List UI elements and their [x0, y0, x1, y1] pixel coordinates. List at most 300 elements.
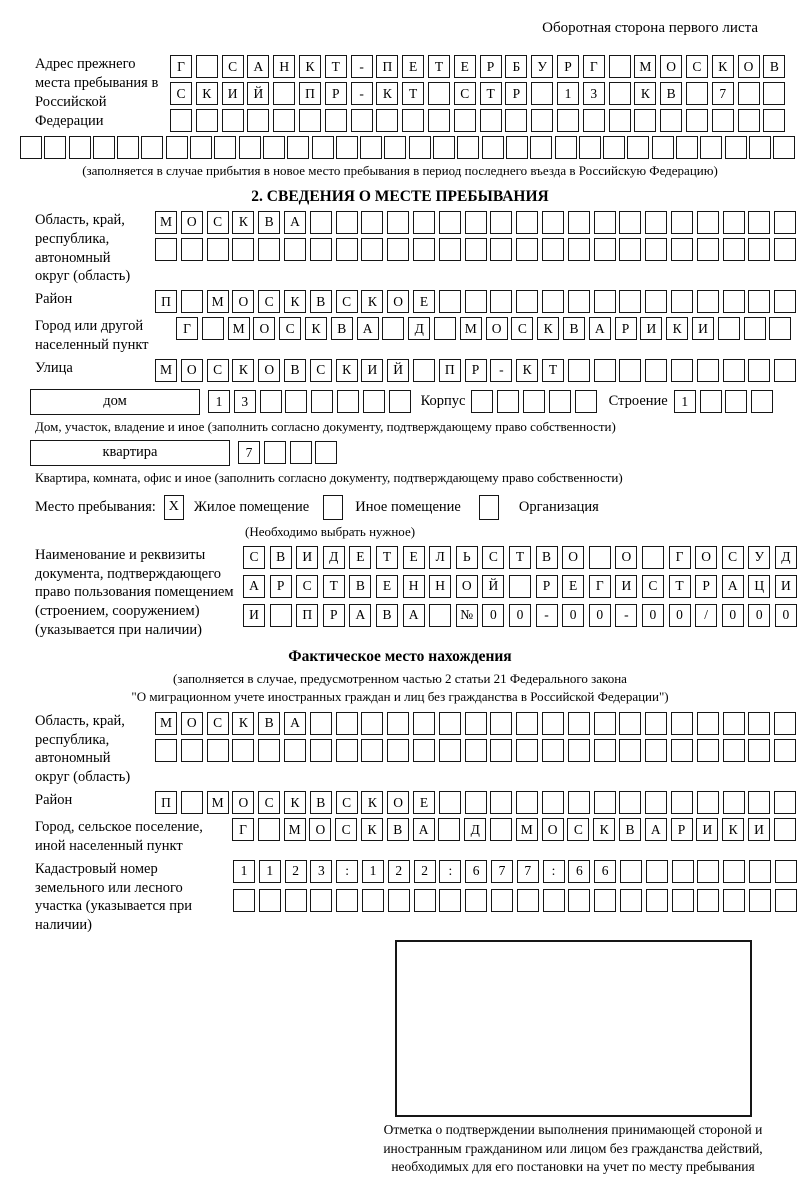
form-cell: К: [299, 55, 321, 78]
form-cell: [509, 575, 531, 598]
form-cell: [312, 136, 334, 159]
form-cell: [439, 791, 461, 814]
form-cell: [697, 359, 719, 382]
form-cell: [671, 359, 693, 382]
form-cell: О: [309, 818, 331, 841]
form-cell: [505, 109, 527, 132]
form-cell: О: [562, 546, 584, 569]
form-cell: [542, 791, 564, 814]
form-cell: В: [376, 604, 398, 627]
form-cell: [723, 238, 745, 261]
confirmation-mark-box: [395, 940, 752, 1117]
form-cell: Е: [413, 791, 435, 814]
form-cell: О: [232, 290, 254, 313]
form-cell: [44, 136, 66, 159]
form-cell: П: [296, 604, 318, 627]
form-cell: [516, 238, 538, 261]
form-cell: [260, 390, 282, 413]
form-cell: [589, 546, 611, 569]
form-cell: 6: [594, 860, 616, 883]
form-cell: [686, 82, 708, 105]
form-cell: Й: [387, 359, 409, 382]
form-cell: Т: [509, 546, 531, 569]
form-cell: [620, 860, 642, 883]
form-cell: -: [536, 604, 558, 627]
document-cells: [243, 546, 797, 627]
form-cell: П: [299, 82, 321, 105]
corner-note: Оборотная сторона первого листа: [542, 20, 758, 36]
form-cell: [660, 109, 682, 132]
form-cell: [642, 546, 664, 569]
form-cell: Д: [408, 317, 430, 340]
actual-region-block: [35, 712, 800, 787]
form-cell: [258, 739, 280, 762]
form-cell: [181, 739, 203, 762]
form-cell: [439, 290, 461, 313]
form-cell: -: [615, 604, 637, 627]
form-cell: Т: [376, 546, 398, 569]
cadastral-row-2: [233, 889, 797, 912]
district-row: [155, 290, 796, 313]
form-cell: Р: [325, 82, 347, 105]
form-cell: К: [232, 211, 254, 234]
form-cell: [413, 739, 435, 762]
form-cell: [646, 889, 668, 912]
form-cell: [542, 290, 564, 313]
form-cell: [697, 712, 719, 735]
form-cell: Е: [349, 546, 371, 569]
form-cell: С: [454, 82, 476, 105]
stay-type-note: (Необходимо выбрать нужное): [245, 523, 416, 539]
form-cell: П: [439, 359, 461, 382]
form-cell: [748, 739, 770, 762]
korpus-label: Корпус: [420, 393, 466, 410]
form-cell: [749, 889, 771, 912]
form-cell: [583, 109, 605, 132]
form-cell: Т: [542, 359, 564, 382]
form-cell: [769, 317, 791, 340]
form-cell: Н: [403, 575, 425, 598]
form-cell: [273, 109, 295, 132]
form-cell: [428, 82, 450, 105]
form-cell: К: [196, 82, 218, 105]
apartment-block: [30, 440, 800, 466]
form-cell: [620, 889, 642, 912]
form-cell: [285, 390, 307, 413]
form-cell: М: [207, 290, 229, 313]
form-cell: [497, 390, 519, 413]
form-cell: Е: [403, 546, 425, 569]
form-cell: [387, 211, 409, 234]
form-cell: [645, 238, 667, 261]
form-cell: [337, 390, 359, 413]
form-cell: В: [284, 359, 306, 382]
form-cell: [568, 712, 590, 735]
form-cell: 7: [491, 860, 513, 883]
form-cell: С: [243, 546, 265, 569]
form-cell: [774, 739, 796, 762]
form-cell: [465, 712, 487, 735]
form-cell: -: [490, 359, 512, 382]
option-residential-label: Жилое помещение: [193, 498, 310, 515]
region-block: [35, 211, 800, 286]
form-cell: [336, 136, 358, 159]
form-cell: [465, 238, 487, 261]
form-cell: [594, 238, 616, 261]
form-cell: Р: [671, 818, 693, 841]
form-cell: К: [666, 317, 688, 340]
form-cell: [749, 136, 771, 159]
form-cell: 6: [465, 860, 487, 883]
form-cell: К: [336, 359, 358, 382]
form-cell: 1: [557, 82, 579, 105]
form-cell: [697, 290, 719, 313]
form-cell: С: [222, 55, 244, 78]
form-cell: К: [284, 290, 306, 313]
form-cell: [738, 109, 760, 132]
form-cell: Т: [669, 575, 691, 598]
form-cell: Г: [176, 317, 198, 340]
form-cell: В: [310, 290, 332, 313]
form-cell: 3: [234, 390, 256, 413]
form-cell: [575, 390, 597, 413]
form-cell: 0: [482, 604, 504, 627]
form-cell: Ц: [748, 575, 770, 598]
korpus-cells: [471, 390, 596, 413]
form-cell: [387, 739, 409, 762]
form-cell: [387, 238, 409, 261]
form-cell: [671, 739, 693, 762]
form-cell: [434, 317, 456, 340]
form-cell: Д: [464, 818, 486, 841]
stroenie-label: Строение: [608, 393, 668, 410]
form-cell: [506, 136, 528, 159]
form-cell: В: [563, 317, 585, 340]
form-cell: [718, 317, 740, 340]
form-cell: [181, 290, 203, 313]
form-cell: С: [207, 712, 229, 735]
form-cell: [516, 712, 538, 735]
form-cell: [263, 136, 285, 159]
form-cell: А: [243, 575, 265, 598]
form-cell: [439, 238, 461, 261]
form-cell: Г: [589, 575, 611, 598]
form-cell: [402, 109, 424, 132]
form-cell: Р: [323, 604, 345, 627]
form-cell: [361, 238, 383, 261]
form-cell: Т: [325, 55, 347, 78]
form-cell: [490, 739, 512, 762]
form-cell: Л: [429, 546, 451, 569]
form-cell: [414, 889, 436, 912]
form-cell: В: [660, 82, 682, 105]
form-cell: [155, 739, 177, 762]
form-cell: [568, 791, 590, 814]
form-cell: [723, 791, 745, 814]
form-cell: [247, 109, 269, 132]
form-cell: [686, 109, 708, 132]
form-cell: С: [642, 575, 664, 598]
document-row-1: [243, 546, 797, 569]
form-cell: [671, 712, 693, 735]
form-cell: [439, 739, 461, 762]
form-cell: 1: [208, 390, 230, 413]
form-cell: 0: [642, 604, 664, 627]
form-cell: Т: [402, 82, 424, 105]
form-cell: -: [351, 82, 373, 105]
form-cell: К: [537, 317, 559, 340]
form-cell: С: [567, 818, 589, 841]
region-row-1: [155, 211, 796, 234]
form-cell: [671, 211, 693, 234]
form-cell: [619, 791, 641, 814]
form-cell: [568, 290, 590, 313]
form-cell: 0: [562, 604, 584, 627]
form-cell: [284, 739, 306, 762]
form-cell: [310, 739, 332, 762]
form-cell: О: [387, 290, 409, 313]
form-cell: [723, 712, 745, 735]
form-cell: Т: [428, 55, 450, 78]
form-cell: [774, 712, 796, 735]
form-cell: О: [181, 712, 203, 735]
form-cell: К: [376, 82, 398, 105]
form-cell: [549, 390, 571, 413]
form-cell: 0: [722, 604, 744, 627]
form-cell: :: [336, 860, 358, 883]
form-cell: К: [284, 791, 306, 814]
form-cell: [697, 791, 719, 814]
form-cell: [361, 739, 383, 762]
cadastral-cells: [233, 860, 797, 912]
prev-address-caption: (заполняется в случае прибытия в новое место пребывания в период последнего въезда в Российскую Федерацию): [82, 163, 718, 178]
form-cell: [454, 109, 476, 132]
form-cell: [336, 712, 358, 735]
form-cell: [284, 238, 306, 261]
form-cell: К: [361, 791, 383, 814]
form-cell: [700, 136, 722, 159]
form-cell: [697, 739, 719, 762]
form-cell: [141, 136, 163, 159]
form-cell: И: [692, 317, 714, 340]
form-cell: [382, 317, 404, 340]
form-cell: [748, 791, 770, 814]
form-cell: Н: [429, 575, 451, 598]
form-cell: [568, 739, 590, 762]
form-cell: С: [336, 290, 358, 313]
form-cell: [413, 238, 435, 261]
form-cell: [438, 818, 460, 841]
form-cell: [336, 238, 358, 261]
form-cell: [530, 136, 552, 159]
actual-district-row: [155, 791, 796, 814]
form-cell: Р: [536, 575, 558, 598]
form-cell: [619, 238, 641, 261]
form-cell: В: [270, 546, 292, 569]
form-cell: О: [181, 359, 203, 382]
form-cell: [531, 109, 553, 132]
form-cell: С: [686, 55, 708, 78]
document-block: [35, 546, 800, 640]
form-cell: [676, 136, 698, 159]
form-cell: Г: [170, 55, 192, 78]
house-number-cells: [208, 390, 411, 413]
form-cell: [516, 739, 538, 762]
form-cell: С: [335, 818, 357, 841]
form-cell: [627, 136, 649, 159]
prev-address-row-4: [20, 136, 800, 159]
form-cell: И: [640, 317, 662, 340]
form-cell: [325, 109, 347, 132]
form-cell: [490, 238, 512, 261]
form-cell: Д: [775, 546, 797, 569]
form-cell: А: [349, 604, 371, 627]
form-cell: И: [775, 575, 797, 598]
form-cell: [763, 109, 785, 132]
form-cell: [748, 290, 770, 313]
form-cell: Р: [505, 82, 527, 105]
form-cell: [516, 791, 538, 814]
form-cell: И: [696, 818, 718, 841]
form-cell: [774, 290, 796, 313]
form-cell: О: [387, 791, 409, 814]
form-cell: [594, 791, 616, 814]
form-cell: С: [258, 791, 280, 814]
form-cell: Б: [505, 55, 527, 78]
form-cell: [465, 290, 487, 313]
form-cell: С: [511, 317, 533, 340]
form-cell: В: [310, 791, 332, 814]
form-cell: [594, 359, 616, 382]
form-cell: Д: [323, 546, 345, 569]
prev-address-row-1: [170, 55, 785, 78]
form-cell: 0: [669, 604, 691, 627]
prev-address-block: [35, 55, 800, 132]
form-cell: [523, 390, 545, 413]
region-label: Область, край, республика, автономный округ (область): [35, 211, 131, 285]
actual-location-caption-1: (заполняется в случае, предусмотренном частью 2 статьи 21 Федерального закона: [173, 670, 627, 686]
actual-region-cells: [155, 712, 796, 762]
form-cell: [568, 211, 590, 234]
form-cell: [774, 791, 796, 814]
form-cell: [738, 82, 760, 105]
form-cell: П: [155, 290, 177, 313]
form-cell: А: [247, 55, 269, 78]
form-cell: О: [695, 546, 717, 569]
form-cell: А: [722, 575, 744, 598]
form-cell: [413, 712, 435, 735]
form-cell: В: [763, 55, 785, 78]
form-cell: [542, 739, 564, 762]
form-cell: [413, 211, 435, 234]
form-cell: Н: [273, 55, 295, 78]
form-cell: [723, 359, 745, 382]
form-cell: [700, 390, 722, 413]
form-cell: [439, 211, 461, 234]
form-cell: [465, 739, 487, 762]
form-cell: Р: [270, 575, 292, 598]
form-cell: К: [361, 290, 383, 313]
apartment-caption: Квартира, комната, офис и иное (заполнить согласно документу, подтверждающему право собственности): [35, 469, 623, 485]
document-row-2: [243, 575, 797, 598]
form-cell: [697, 238, 719, 261]
option-organization-label: Организация: [518, 498, 599, 515]
form-cell: [697, 860, 719, 883]
form-cell: И: [243, 604, 265, 627]
form-cell: [748, 359, 770, 382]
form-cell: [672, 860, 694, 883]
form-cell: 2: [285, 860, 307, 883]
form-cell: [336, 889, 358, 912]
form-cell: С: [279, 317, 301, 340]
form-cell: [748, 712, 770, 735]
form-cell: 7: [517, 860, 539, 883]
form-cell: Й: [247, 82, 269, 105]
form-cell: С: [722, 546, 744, 569]
form-cell: М: [207, 791, 229, 814]
form-cell: [363, 390, 385, 413]
form-cell: [531, 82, 553, 105]
section2-title: 2. СВЕДЕНИЯ О МЕСТЕ ПРЕБЫВАНИЯ: [251, 187, 549, 205]
form-cell: Г: [583, 55, 605, 78]
form-cell: 2: [414, 860, 436, 883]
form-cell: [723, 889, 745, 912]
form-cell: [609, 109, 631, 132]
form-cell: [170, 109, 192, 132]
actual-region-row-2: [155, 739, 796, 762]
form-cell: [117, 136, 139, 159]
document-row-3: [243, 604, 797, 627]
house-block: [30, 389, 800, 415]
form-cell: К: [305, 317, 327, 340]
form-cell: [774, 211, 796, 234]
form-cell: А: [284, 712, 306, 735]
form-cell: М: [460, 317, 482, 340]
form-cell: [93, 136, 115, 159]
form-cell: [388, 889, 410, 912]
form-cell: О: [542, 818, 564, 841]
form-cell: Г: [669, 546, 691, 569]
form-cell: [310, 211, 332, 234]
street-row: [155, 359, 796, 382]
house-caption: Дом, участок, владение и иное (заполнить согласно документу, подтверждающему право собственности): [35, 418, 616, 434]
form-cell: В: [619, 818, 641, 841]
form-cell: [69, 136, 91, 159]
form-cell: [725, 390, 747, 413]
form-cell: К: [722, 818, 744, 841]
form-cell: С: [207, 211, 229, 234]
form-cell: [290, 441, 312, 464]
form-cell: -: [351, 55, 373, 78]
form-cell: [336, 211, 358, 234]
form-cell: [646, 860, 668, 883]
form-cell: [20, 136, 42, 159]
form-cell: [285, 889, 307, 912]
form-cell: [775, 889, 797, 912]
form-cell: [233, 889, 255, 912]
confirmation-mark-caption: Отметка о подтверждении выполнения принимающей стороной и иностранным гражданином или лицом без гражданства действий, необходимых для его постановки на учет по месту пребывания: [383, 1122, 763, 1175]
form-cell: А: [403, 604, 425, 627]
form-cell: [384, 136, 406, 159]
city-row: [176, 317, 791, 340]
form-cell: М: [516, 818, 538, 841]
form-cell: [490, 712, 512, 735]
form-cell: 1: [362, 860, 384, 883]
form-cell: [634, 109, 656, 132]
form-cell: [439, 712, 461, 735]
form-cell: [409, 136, 431, 159]
form-cell: [568, 889, 590, 912]
